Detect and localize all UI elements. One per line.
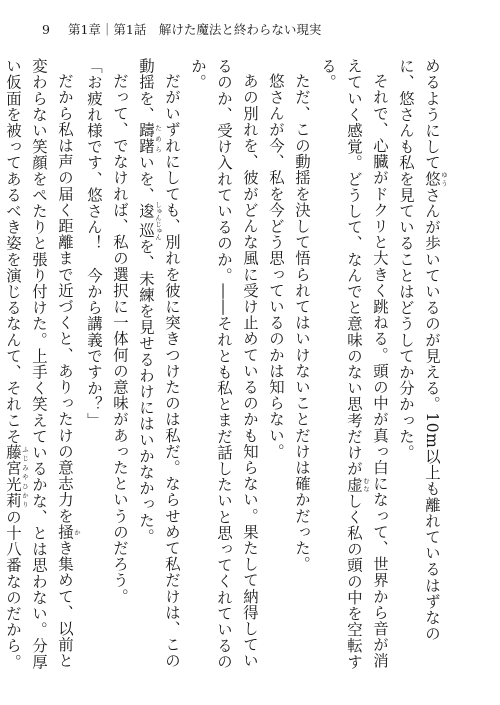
paragraph — [289, 58, 315, 670]
paragraph — [0, 58, 81, 670]
ruby-word — [137, 201, 162, 241]
page-number: 9 — [42, 22, 50, 37]
ruby-word — [137, 122, 162, 155]
text-run: いを、 — [137, 154, 155, 203]
text-run: めるようにして — [423, 58, 441, 171]
ruby-base: 悠 — [423, 170, 441, 187]
text-run: さんが歩いているのが見える。10m以上も離れているはずなのに、悠さんも私を見ていることはどうしてか分かった。 — [397, 58, 441, 642]
text-run: 悠さんが今、私を今どう思っているのかは知らない。 — [267, 73, 285, 460]
text-run: を、未練を見せるわけにはいかなかった。 — [137, 238, 155, 545]
ruby-base: 躊躇 — [137, 122, 155, 155]
ruby-base: 逡巡 — [137, 201, 155, 241]
ruby-reading: か — [73, 524, 81, 541]
ruby-base: 掻 — [56, 524, 74, 541]
text-run: それで、心臓がドクリと大きく跳ねる。頭の中が真っ白になって、世界から音が消えていく感覚。どうして、なんでと意味のない思考だけが — [345, 58, 389, 670]
text-run: しく私の頭の中を空転する。 — [319, 58, 363, 670]
ruby-reading: むな — [362, 476, 370, 493]
vertical-text-body — [4, 58, 448, 670]
paragraph — [107, 58, 133, 670]
paragraph — [315, 58, 393, 670]
text-run: ただ、この動揺を決して悟られてはいけないことだけは確かだった。 — [293, 73, 311, 573]
paragraph — [393, 58, 448, 670]
ruby-base: 藤宮光莉 — [4, 444, 22, 509]
paragraph — [185, 58, 263, 670]
paragraph — [133, 58, 185, 670]
ruby-base: 虚 — [345, 476, 363, 493]
text-run: の十八番なのだから。 — [4, 508, 22, 670]
ruby-reading: ふじみやひかり — [21, 444, 29, 509]
ruby-word — [56, 524, 81, 541]
ruby-word — [423, 170, 448, 187]
text-run: だって、でなければ、私の選択に一体何の意味があったというのだろう。 — [111, 73, 129, 605]
ruby-reading: しゅんじゅん — [154, 201, 162, 241]
running-title: 第1章｜第1話 解けた魔法と終わらない現実 — [67, 22, 322, 37]
ruby-word — [345, 476, 370, 493]
text-run: だから私は声の届く距離まで近づくと、ありったけの意志力を — [56, 73, 74, 525]
ruby-word — [4, 444, 29, 509]
paragraph — [81, 58, 107, 670]
text-run: 「お疲れ様です、悠さん！ 今から講義ですか？」 — [85, 58, 103, 429]
ruby-reading: ゆう — [440, 170, 448, 187]
text-run: あの別れを、彼がどんな風に受け止めているのかも知らない。果たして納得しているのか、受け入れているのか。――それとも私とまだ話したいと思ってくれているのか。 — [189, 58, 259, 670]
paragraph — [263, 58, 289, 670]
text-run: き集めて、以前と変わらない笑顔をぺたりと張り付けた。上手く笑えているかな、とは思わない。分厚い仮面を被ってあるべき姿を演じるなんて、それこそ — [4, 58, 74, 670]
ruby-reading: ためら — [154, 122, 162, 155]
running-header — [42, 20, 460, 40]
text-run: だがいずれにしても、別れを彼に突きつけたのは私だ。ならせめて私だけは、この動揺を、 — [137, 58, 181, 670]
